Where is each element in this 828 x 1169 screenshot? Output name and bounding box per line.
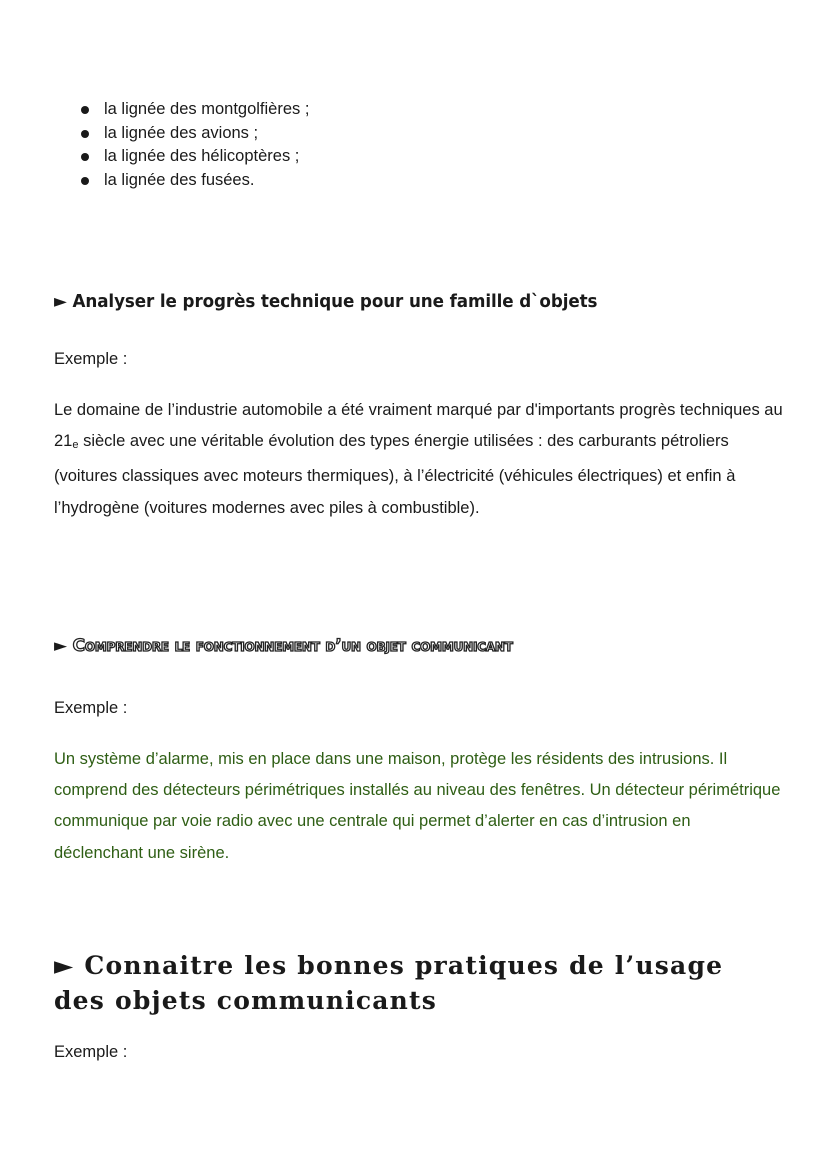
- paragraph-automobile: Le domaine de l’industrie automobile a été vraiment marqué par d'importants progrès techniques au 21e siècle avec une véritable évolution des types énergie utilisées : des carburants pétroliers (voitures classiques avec moteurs thermiques), à l’électricité (véhicules électriques) et enfin à l’hydrogène (voitures modernes avec piles à combustible).: [54, 401, 783, 517]
- paragraph-alarme: Un système d’alarme, mis en place dans une maison, protège les résidents des intrusions. Il comprend des détecteurs périmétriques installés au niveau des fenêtres. Un détecteur périmétrique communique par voie radio avec une centrale qui permet d’alerter en cas d’intrusion en déclenchant une sirène.: [54, 750, 781, 862]
- bullet-dot-icon: [81, 153, 89, 161]
- arrow-icon: ►: [54, 636, 67, 656]
- section-heading-objet-communicant: ► Comprendre le fonctionnement d’un objet communicant: [54, 636, 513, 656]
- bullet-dot-icon: [81, 177, 89, 185]
- list-item: la lignée des fusées.: [78, 169, 309, 193]
- bullet-dot-icon: [81, 130, 89, 138]
- list-item: la lignée des montgolfières ;: [78, 98, 309, 122]
- example-label: Exemple :: [54, 699, 128, 717]
- bullet-dot-icon: [81, 106, 89, 114]
- list-item: la lignée des hélicoptères ;: [78, 145, 309, 169]
- section-heading-bonnes-pratiques: ► Connaitre les bonnes pratiques de l’usage des objets communicants: [54, 951, 724, 1015]
- section-heading-progres-technique: ► Analyser le progrès technique pour une famille d`objets: [54, 291, 598, 312]
- example-label: Exemple :: [54, 350, 128, 368]
- subscript-suffix: e: [72, 439, 79, 452]
- list-item: la lignée des avions ;: [78, 122, 309, 146]
- arrow-icon: ►: [54, 291, 67, 312]
- example-label: Exemple :: [54, 1043, 128, 1061]
- arrow-icon: ►: [54, 951, 75, 980]
- bullet-list: [78, 98, 309, 193]
